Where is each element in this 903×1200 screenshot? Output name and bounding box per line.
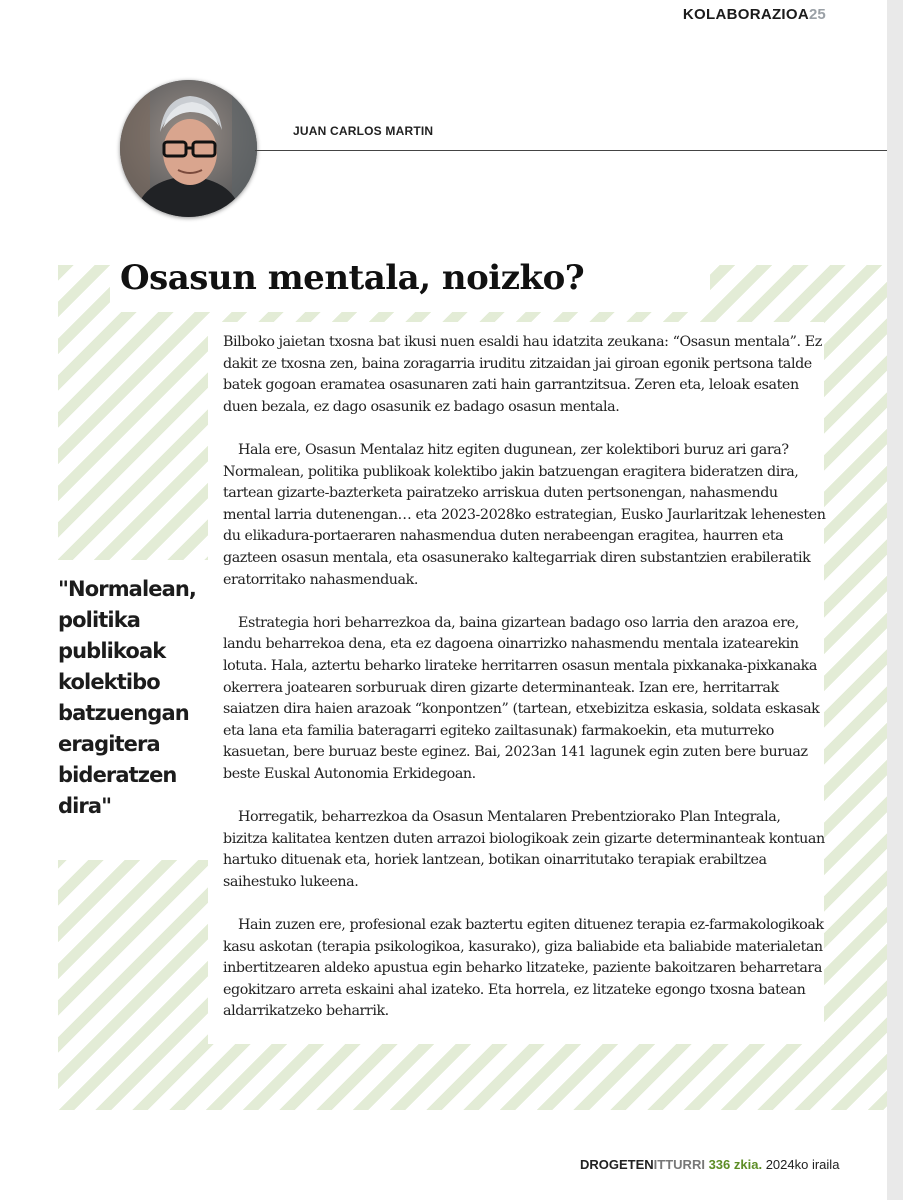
footer-brand-part1: DROGETEN bbox=[580, 1157, 654, 1172]
footer-brand-part2: ITTURRI bbox=[653, 1157, 705, 1172]
header-rule bbox=[255, 150, 887, 151]
page-number: 25 bbox=[809, 6, 826, 23]
author-name: JUAN CARLOS MARTIN bbox=[293, 124, 434, 138]
paragraph-4: Horregatik, beharrezkoa da Osasun Mentalaren Prebentziorako Plan Integrala, bizitza kalitatea kentzen duten arrazoi biologikoak zein gizarte determinanteak kontuan hartuko dituenak eta, horiek lantzean, botikan oinarritutako terapiak erabiltzea saihestuko lukeena. bbox=[223, 809, 825, 890]
footer-issue: 336 zkia. bbox=[708, 1157, 763, 1172]
page-footer bbox=[580, 1157, 839, 1172]
paragraph-5: Hain zuzen ere, profesional ezak baztertu egiten dituenez terapia ez-farmakologikoak kasu askotan (terapia psikologikoa, kasurako), giza baliabide eta baliabide materialetan inbertitzearen aldeko apustua egin beharko litzateke, paziente bakoitzaren beharretara egokitzaro arreta eskaini ahal izateko. Eta horrela, ez litzateke egongo txosna batean aldarrikatzeko beharrik. bbox=[223, 917, 824, 1020]
footer-date: 2024ko iraila bbox=[765, 1157, 840, 1172]
paragraph-3: Estrategia hori beharrezkoa da, baina gizartean badago oso larria den arazoa ere, landu beharrekoa dena, eta ez dagoena oinarrizko nahasmendu mentala izatearekin lotuta. Hala, aztertu beharko lirateke herritarren osasun mentala pixkanaka-pixkanaka okerrera joatearen sorburuak diren gizarte determinanteak. Izan ere, herritarrak saiatzen dira haien arazoak “konpontzen” (tartean, etxebizitza eskasia, soldata eskasak eta lana eta familia bateragarri egiteko zailtasunak) farmakoekin, eta muturreko kasuetan, bere buruaz beste eginez. Bai, 2023an 141 lagunek egin zuten bere buruaz beste Euskal Autonomia Erkidegoan. bbox=[223, 614, 820, 782]
author-photo bbox=[120, 80, 257, 217]
section-header: KOLABORAZIOA bbox=[682, 6, 809, 23]
paragraph-1: Bilboko jaietan txosna bat ikusi nuen esaldi hau idatzita zeukana: “Osasun mentala”. Ez dakit ze txosna zen, baina zoragarria iruditu zitzaidan jai giroan egonik pertsona talde batek gogoan eramatea osasunaren zati hain garrantzitsua. Zeren eta, leloak esaten duen bezala, ez dago osasunik ez badago osasun mentala. bbox=[223, 334, 822, 415]
pull-quote: "Normalean, politika publikoak kolektibo batzuengan eragitera bideratzen dira" bbox=[58, 577, 196, 818]
author-portrait-icon bbox=[120, 80, 257, 217]
paragraph-2: Hala ere, Osasun Mentalaz hitz egiten dugunean, zer kolektibori buruz ari gara? Normalean, politika publikoak kolektibo jakin batzuengan eragitera bideratzen dira, tartean gizarte-bazterketa pairatzeko arriskua duten pertsonengan, nahasmendu mental larria dutenengan… eta 2023-2028ko estrategian, Eusko Jaurlaritzak lehenesten du elikadura-portaeraren nahasmendua duten nerabeengan eragitea, haurren eta gazteen osasun mentala, eta osasunerako kaltegarriak diren substantzien erabileratik eratorritako nahasmenduak. bbox=[223, 441, 826, 588]
article-body bbox=[223, 332, 827, 1045]
page-edge bbox=[887, 0, 903, 1200]
article-title: Osasun mentala, noizko? bbox=[120, 258, 585, 298]
